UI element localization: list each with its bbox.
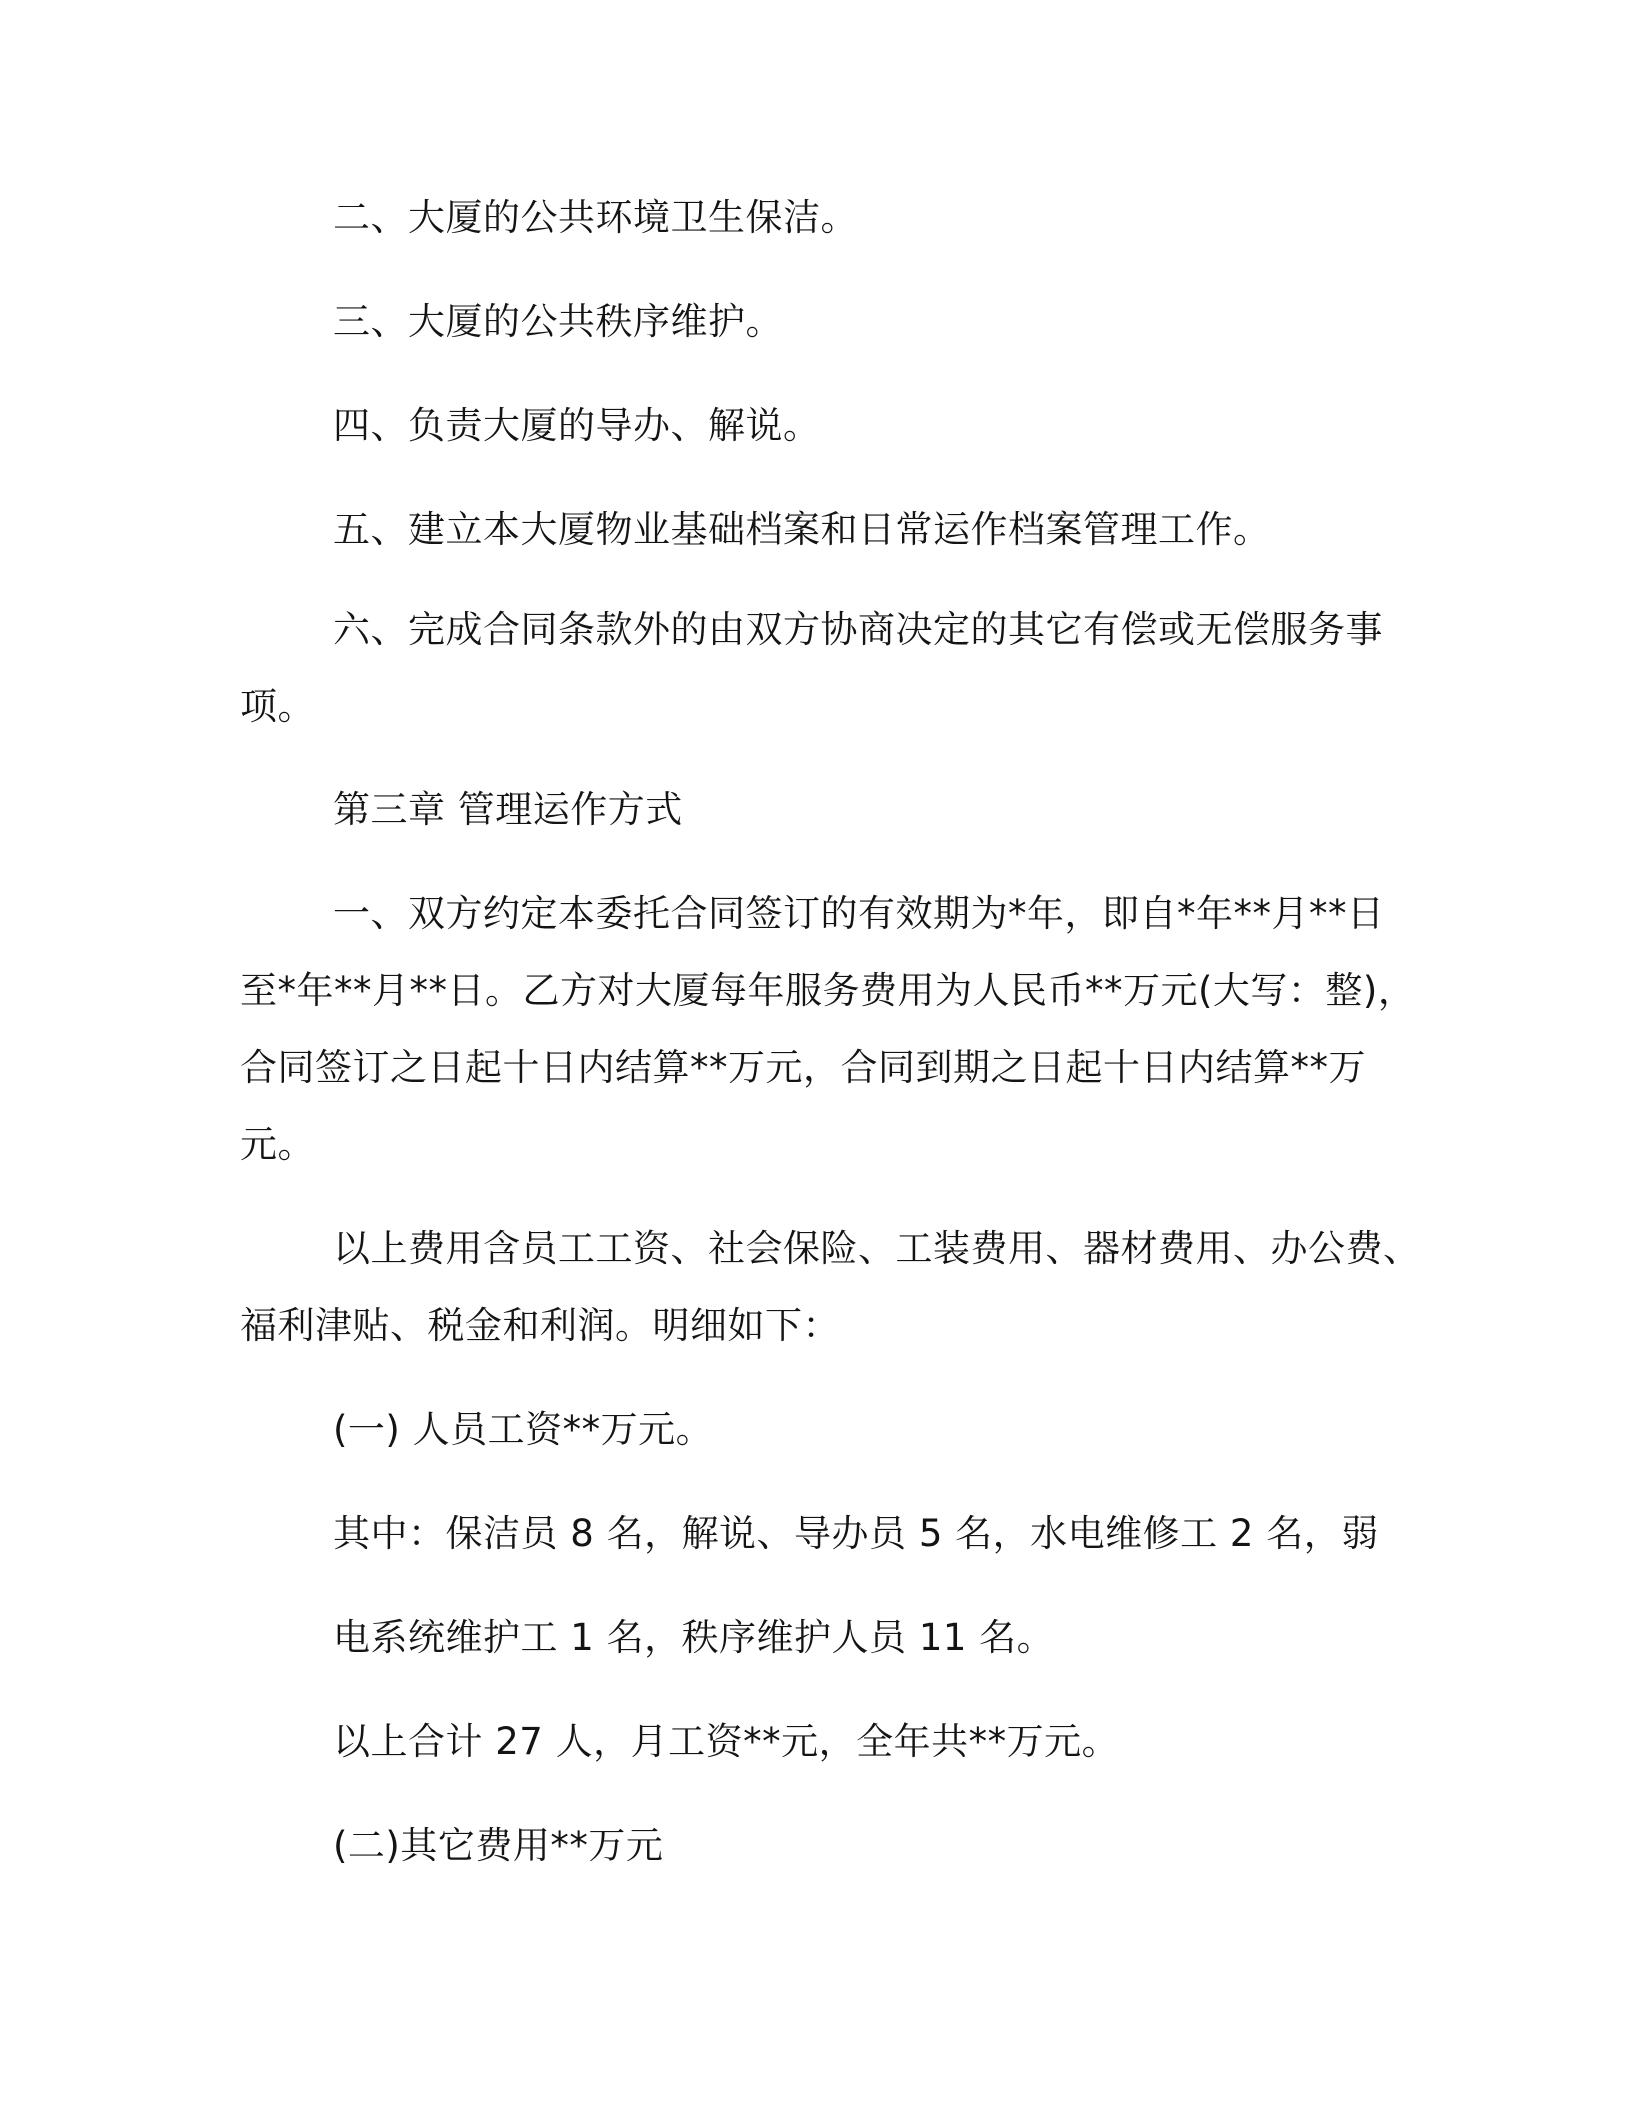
term-line-1: 一、双方约定本委托合同签订的有效期为*年，即自*年**月**日 [333, 892, 1385, 935]
clause-5-line: 五、建立本大厦物业基础档案和日常运作档案管理工作。 [333, 508, 1271, 551]
term-line-4: 元。 [240, 1123, 315, 1166]
staff-breakdown-line-1: 其中：保洁员 8 名，解说、导办员 5 名，水电维修工 2 名，弱 [333, 1512, 1379, 1555]
clause-6-line-1: 六、完成合同条款外的由双方协商决定的其它有偿或无偿服务事 [333, 608, 1383, 651]
term-line-2: 至*年**月**日。乙方对大厦每年服务费用为人民币**万元(大写：整)， [240, 969, 1416, 1012]
fee-scope-line-2: 福利津贴、税金和利润。明细如下： [240, 1304, 840, 1347]
clause-6-line-2: 项。 [240, 685, 315, 728]
staff-total-line: 以上合计 27 人，月工资**元，全年共**万元。 [333, 1720, 1120, 1763]
other-fees-line: (二)其它费用**万元 [333, 1824, 664, 1867]
salary-item-line: (一) 人员工资**万元。 [333, 1408, 714, 1451]
clause-3-line: 三、大厦的公共秩序维护。 [333, 300, 783, 343]
fee-scope-line-1: 以上费用含员工工资、社会保险、工装费用、器材费用、办公费、 [333, 1227, 1421, 1270]
staff-breakdown-line-2: 电系统维护工 1 名，秩序维护人员 11 名。 [333, 1616, 1055, 1659]
clause-2-line: 二、大厦的公共环境卫生保洁。 [333, 196, 858, 239]
term-line-3: 合同签订之日起十日内结算**万元，合同到期之日起十日内结算**万 [240, 1046, 1366, 1089]
clause-4-line: 四、负责大厦的导办、解说。 [333, 404, 821, 447]
chapter-3-heading: 第三章 管理运作方式 [333, 788, 683, 831]
